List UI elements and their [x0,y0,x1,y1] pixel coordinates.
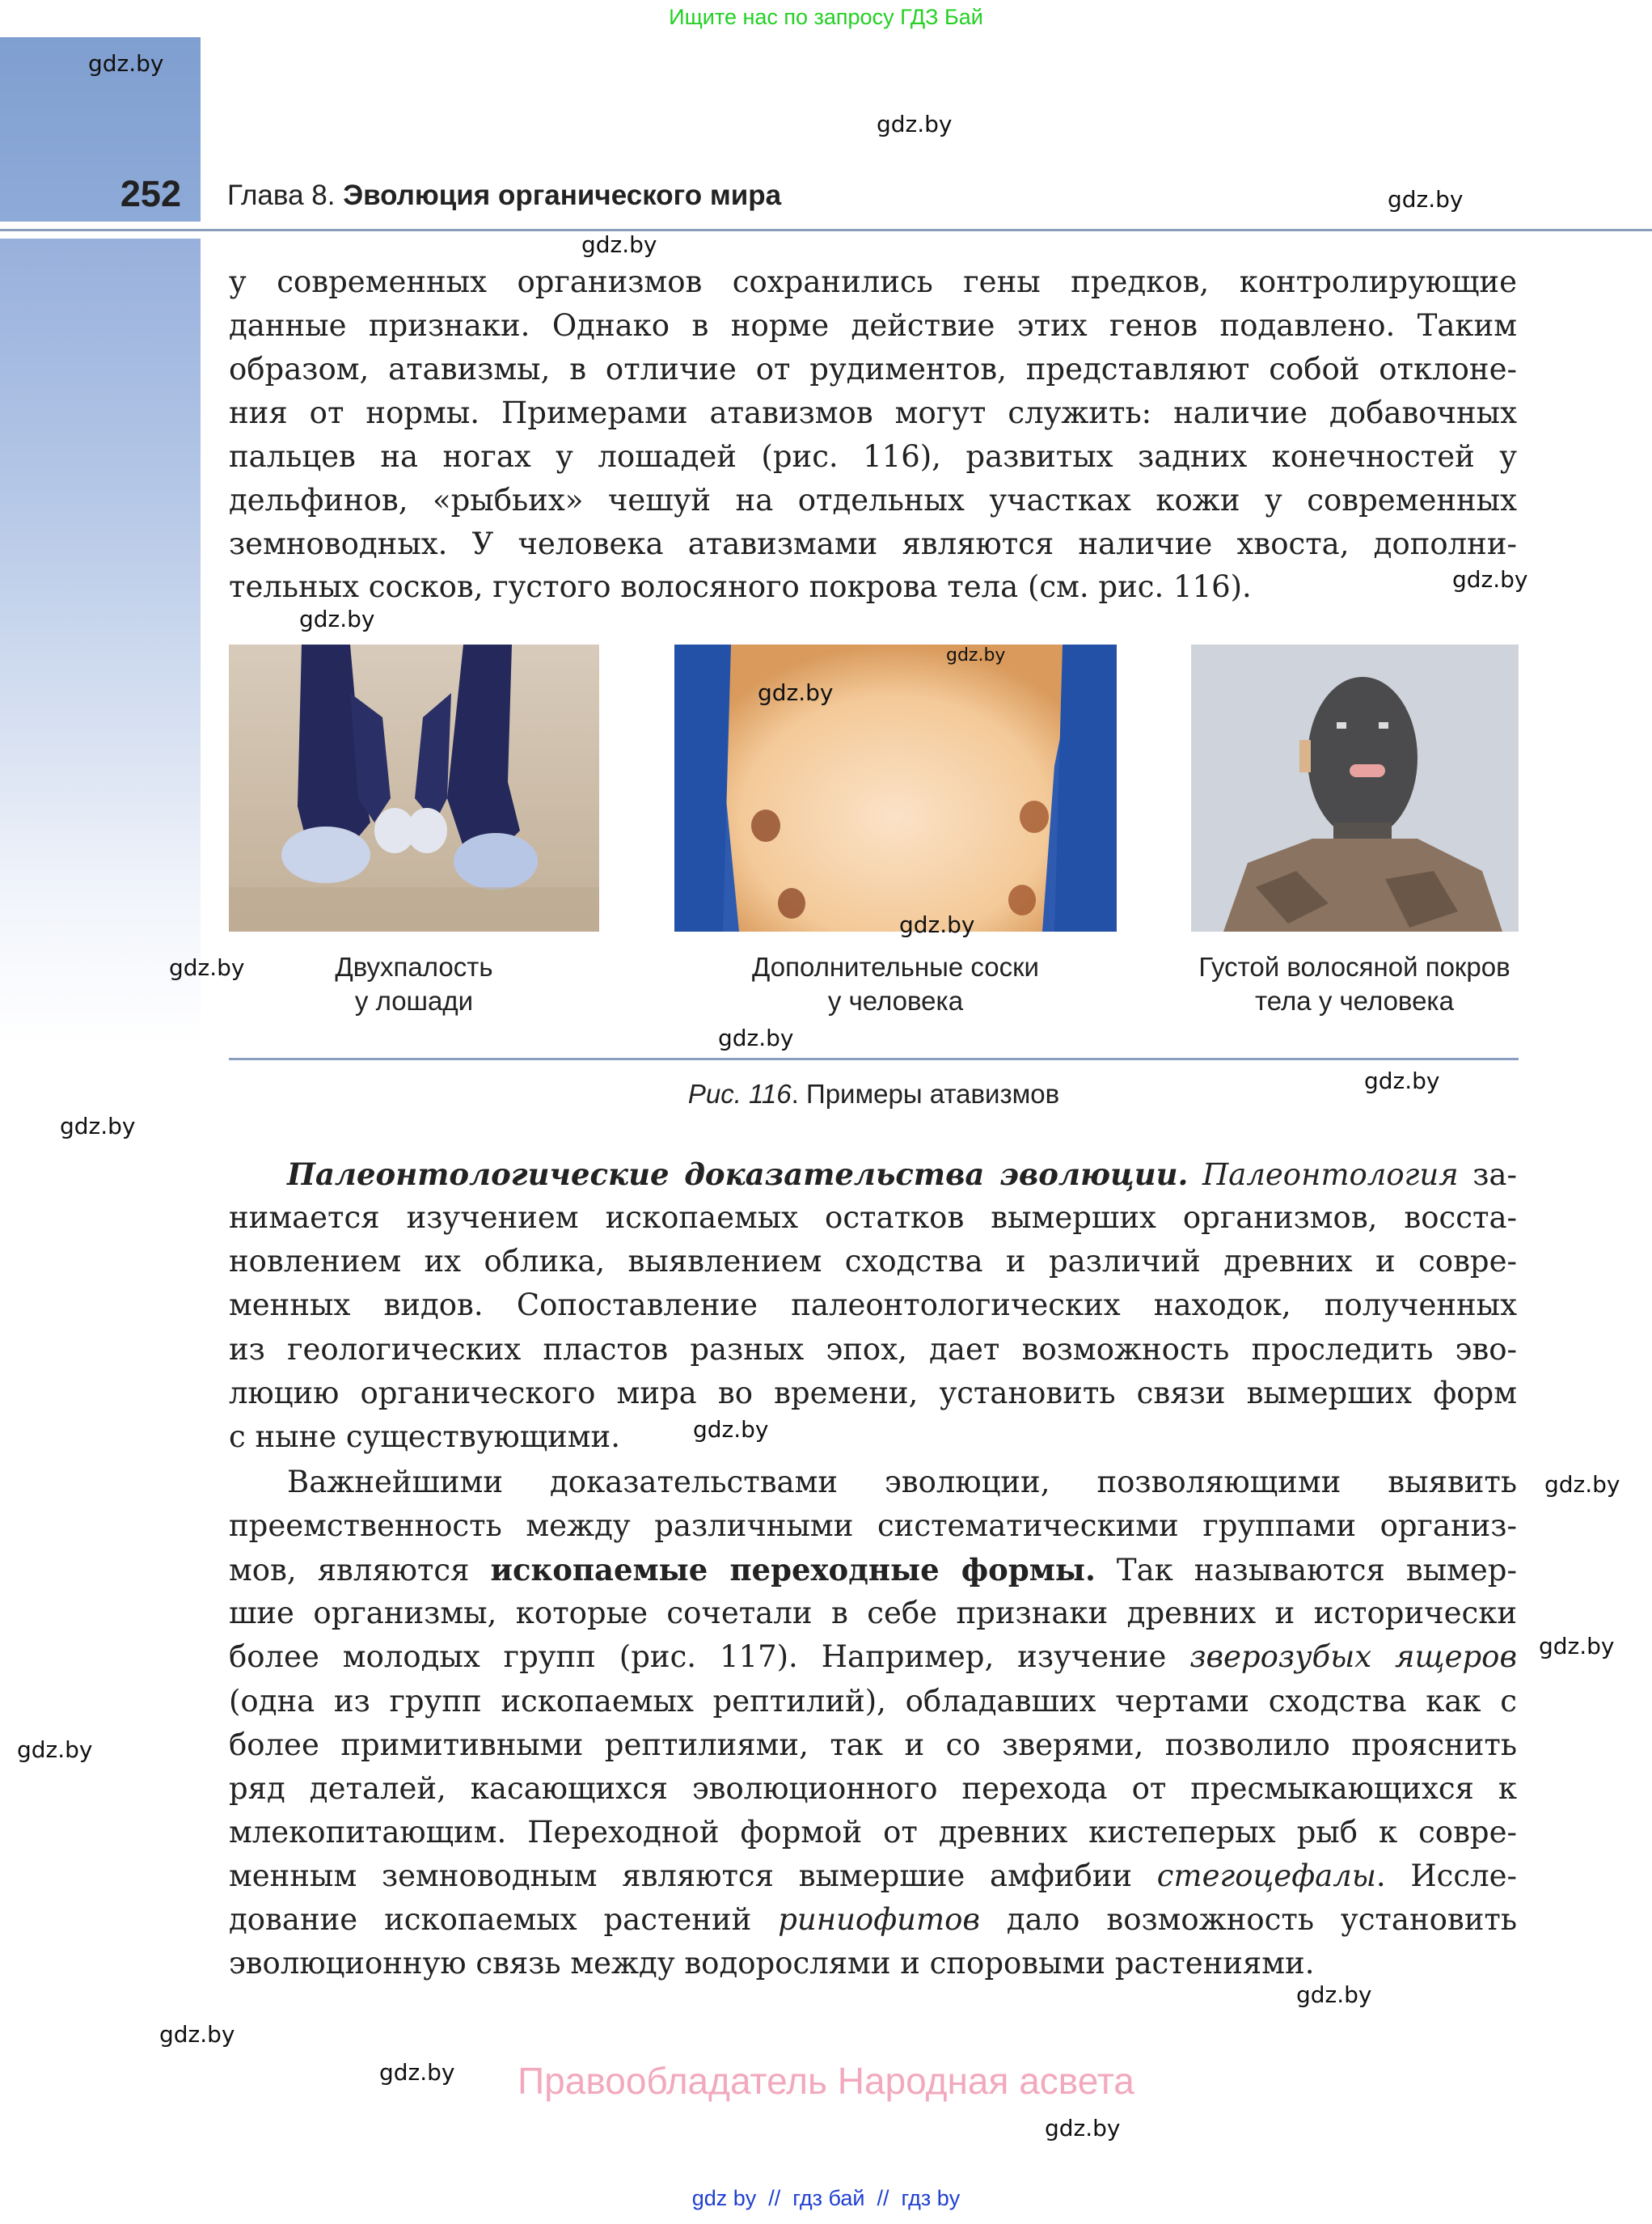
text-line: более примитивными рептилиями, так и со зверями, позволило прояснить [229,1727,1517,1762]
header-rule [0,229,1652,231]
text-line [229,1548,1517,1592]
chest-illustration [674,645,1117,932]
figure-caption [229,1079,1519,1110]
term-paleontology: Палеонтология [1202,1157,1459,1192]
term-rhyniophytes: риниофитов [778,1902,980,1937]
watermark: gdz.by [899,911,975,938]
top-banner[interactable]: Ищите нас по запросу ГДЗ Бай [669,5,983,29]
watermark: gdz.by [758,679,834,706]
text-line: с ныне существующими. [229,1419,620,1454]
watermark: gdz.by [17,1736,93,1763]
text-line: ряд деталей, касающихся эволюционного перехода от пресмыкающихся к [229,1771,1517,1806]
chapter-title: Эволюция органического мира [343,180,782,211]
text-fragment: более молодых групп (рис. 117). Например, изучение [229,1639,1190,1674]
text-line: новлением их облика, выявлением сходства и различий древних и совре- [229,1244,1517,1279]
text-line: преемственность между различными систематическими группами организ- [229,1508,1517,1543]
caption-line: Густой волосяной покров [1198,952,1510,982]
hairy-person-illustration [1191,645,1519,932]
text-line: (одна из групп ископаемых рептилий), обладавших чертами сходства как с [229,1684,1517,1719]
extra-nipples-image [674,645,1117,932]
text-line [229,1854,1517,1898]
text-line: земноводных. У человека атавизмами являются наличие хвоста, дополни- [229,526,1517,561]
figure-label: Рис. 116 [687,1079,792,1109]
text-line: у современных организмов сохранились гены предков, контролирующие [229,264,1517,299]
text-line: эволюционную связь между водорослями и споровыми растениями. [229,1946,1315,1981]
watermark: gdz.by [1045,2115,1121,2142]
caption-line: Двухпалость [335,952,493,982]
text-line: ния от нормы. Примерами атавизмов могут служить: наличие добавочных [229,395,1517,430]
footer-links[interactable]: gdz by // гдз бай // гдз by [691,2186,961,2210]
figure-title: . Примеры атавизмов [791,1079,1060,1109]
text-fragment: менным земноводным являются вымершие амфибии [229,1858,1157,1893]
watermark: gdz.by [379,2059,455,2086]
caption-line: Дополнительные соски [752,952,1039,982]
caption-horse [229,950,599,1018]
text-line [229,1898,1517,1942]
caption-hair [1172,950,1536,1018]
text-line: менных видов. Сопоставление палеонтологических находок, полученных [229,1287,1517,1322]
watermark: gdz.by [1452,566,1528,593]
watermark: gdz.by [169,954,245,981]
text-line: Важнейшими доказательствами эволюции, позволяющими выявить [287,1465,1517,1499]
watermark: gdz.by [693,1416,769,1443]
text-fragment: дование ископаемых растений [229,1902,779,1937]
term-therapsids: зверозубых ящеров [1189,1639,1517,1674]
term-transitional-forms: ископаемые переходные формы. [490,1552,1096,1588]
running-header [227,180,781,212]
text-line [229,1152,1517,1196]
figure-rule [229,1058,1519,1060]
watermark: gdz.by [60,1113,136,1139]
watermark: gdz.by [299,606,375,632]
watermark: gdz.by [1296,1981,1372,2008]
text-line: млекопитающим. Переходной формой от древних кистеперых рыб к совре- [229,1815,1517,1850]
page-number: 252 [120,173,181,214]
watermark: gdz.by [581,231,657,258]
watermark: gdz.by [1388,186,1464,213]
text-line: данные признаки. Однако в норме действие этих генов подавлено. Таким [229,308,1517,343]
text-line: шие организмы, которые сочетали в себе признаки древних и исторически [229,1596,1517,1630]
caption-nipples [674,950,1117,1018]
caption-line: у лошади [354,986,474,1016]
watermark: gdz.by [1539,1633,1615,1660]
text-line: нимается изучением ископаемых остатков вымерших организмов, восста- [229,1200,1517,1235]
caption-line: тела у человека [1255,986,1454,1016]
term-stegocephali: стегоцефалы [1156,1858,1376,1893]
caption-line: у человека [827,986,964,1016]
horse-legs-illustration [229,645,599,932]
watermark: gdz.by [946,645,1006,666]
text-fragment: дало возможность установить [979,1902,1517,1937]
text-line: пальцев на ногах у лошадей (рис. 116), развитых задних конечностей у [229,439,1517,474]
watermark: gdz.by [718,1025,794,1051]
text-fragment: за- [1458,1157,1517,1192]
text-fragment: мов, являются [229,1553,491,1588]
watermark: gdz.by [1544,1471,1620,1498]
text-line: дельфинов, «рыбьих» чешуй на отдельных участках кожи у современных [229,483,1517,518]
chapter-prefix: Глава 8. [227,180,344,211]
sidebar-band-gradient [0,239,201,1047]
text-line: тельных сосков, густого волосяного покрова тела (см. рис. 116). [229,569,1252,604]
hypertrichosis-image [1191,645,1519,932]
text-line: образом, атавизмы, в отличие от рудиментов, представляют собой отклоне- [229,352,1517,387]
text-line [229,1635,1517,1679]
watermark: gdz.by [88,50,164,77]
horse-two-toed-image [229,645,599,932]
watermark: gdz.by [877,111,953,137]
section-heading: Палеонтологические доказательства эволюции. [287,1156,1189,1192]
watermark: gdz.by [159,2021,235,2048]
copyright-notice: Правообладатель Народная асвета [518,2060,1134,2102]
text-line: люцию органического мира во времени, установить связи вымерших форм [229,1376,1517,1410]
text-line: из геологических пластов разных эпох, дает возможность проследить эво- [229,1332,1517,1367]
text-fragment: Так называются вымер- [1095,1553,1517,1588]
text-fragment: . Иссле- [1375,1858,1517,1893]
watermark: gdz.by [1364,1068,1440,1094]
